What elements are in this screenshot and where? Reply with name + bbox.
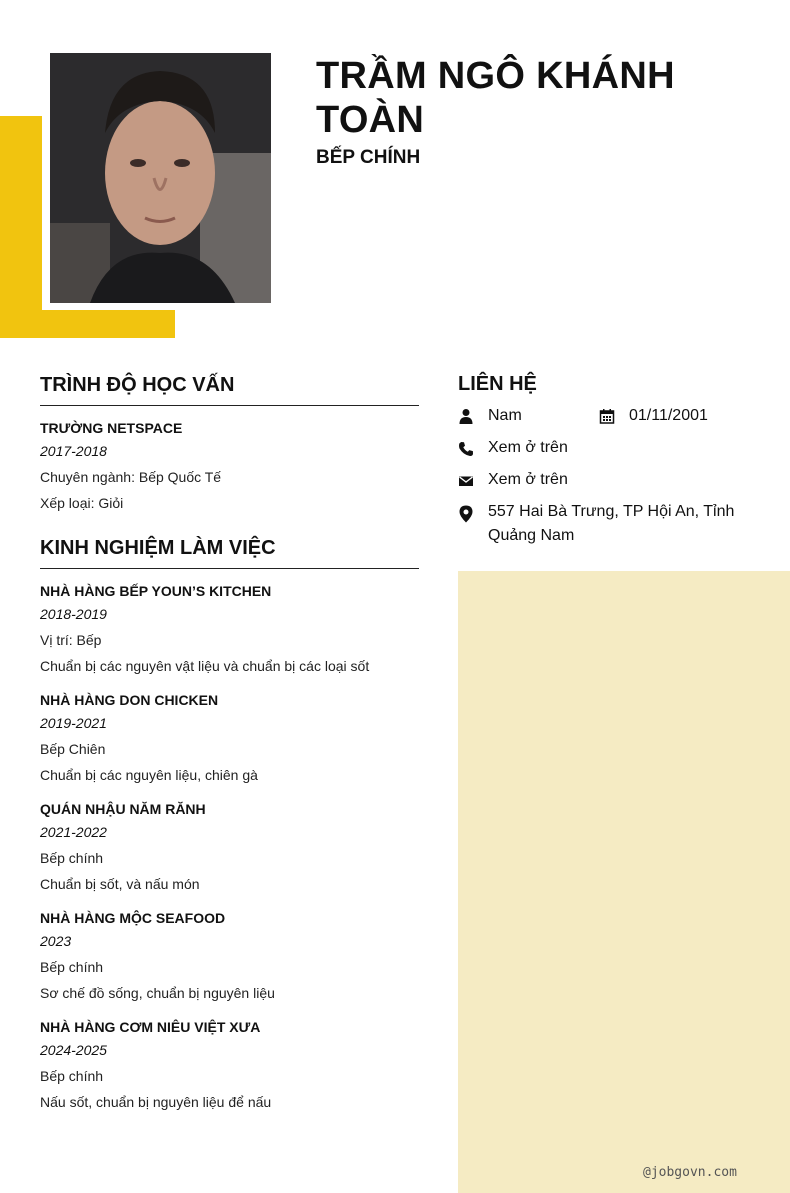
experience-entry (40, 1017, 419, 1112)
accent-block (0, 116, 42, 338)
experience-description: Nấu sốt, chuẩn bị nguyên liệu để nấu (40, 1094, 272, 1110)
person-icon (458, 408, 474, 424)
company-name: QUÁN NHẬU NĂM RĂNH (40, 801, 206, 817)
job-title: BẾP CHÍNH (316, 147, 421, 168)
experience-period: 2023 (40, 933, 72, 949)
experience-description: Chuẩn bị các nguyên vật liệu và chuẩn bị các loại sốt (40, 658, 370, 674)
experience-period: 2019-2021 (40, 715, 107, 731)
contact-email: Xem ở trên (488, 471, 568, 488)
experience-period: 2018-2019 (40, 606, 107, 622)
experience-position: Bếp Chiên (40, 741, 106, 757)
experience-period: 2024-2025 (40, 1042, 107, 1058)
experience-position: Bếp chính (40, 850, 104, 866)
map-pin-icon (458, 505, 474, 523)
company-name: NHÀ HÀNG BẾP YOUN’S KITCHEN (40, 583, 272, 599)
experience-description: Sơ chế đồ sống, chuẩn bị nguyên liệu (40, 985, 275, 1001)
contact-address: 557 Hai Bà Trưng, TP Hội An, Tỉnh Quảng Nam (488, 503, 735, 544)
envelope-icon (458, 473, 474, 489)
contact-heading: LIÊN HỆ (458, 373, 537, 395)
experience-position: Bếp chính (40, 959, 104, 975)
candidate-name: TRẦM NGÔ KHÁNH TOÀN (316, 55, 675, 141)
experience-entry (40, 799, 419, 894)
watermark: @jobgovn.com (643, 1165, 737, 1180)
company-name: NHÀ HÀNG MỘC SEAFOOD (40, 910, 226, 926)
company-name: NHÀ HÀNG DON CHICKEN (40, 692, 219, 708)
education-entry (40, 418, 419, 513)
education-major: Chuyên ngành: Bếp Quốc Tế (40, 469, 222, 485)
experience-description: Chuẩn bị sốt, và nấu món (40, 876, 200, 892)
experience-period: 2021-2022 (40, 824, 107, 840)
experience-entry (40, 581, 419, 676)
education-grade: Xếp loại: Giỏi (40, 495, 124, 511)
education-period: 2017-2018 (40, 443, 107, 459)
experience-position: Vị trí: Bếp (40, 632, 102, 648)
side-panel (458, 571, 790, 1193)
calendar-icon (599, 408, 615, 424)
phone-icon (458, 441, 474, 457)
contact-gender: Nam (488, 407, 522, 424)
school-name: TRƯỜNG NETSPACE (40, 420, 183, 436)
experience-heading: KINH NGHIỆM LÀM VIỆC (40, 537, 419, 569)
profile-photo (50, 53, 271, 303)
contact-birthdate: 01/11/2001 (629, 407, 708, 424)
contact-phone: Xem ở trên (488, 439, 568, 456)
accent-bar (0, 310, 175, 338)
experience-entry (40, 690, 419, 785)
experience-entry (40, 908, 419, 1003)
left-column (40, 374, 419, 1126)
experience-position: Bếp chính (40, 1068, 104, 1084)
education-heading: TRÌNH ĐỘ HỌC VẤN (40, 374, 419, 406)
company-name: NHÀ HÀNG CƠM NIÊU VIỆT XƯA (40, 1019, 261, 1035)
experience-description: Chuẩn bị các nguyên liệu, chiên gà (40, 767, 258, 783)
